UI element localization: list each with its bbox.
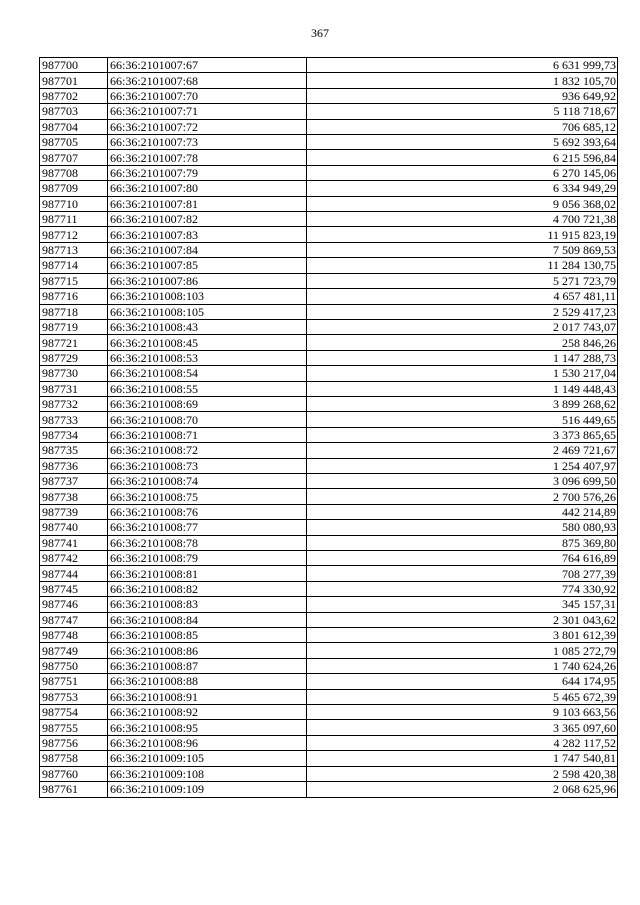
cadastral-value-cell: 5 692 393,64 [307, 135, 618, 150]
row-number-cell: 987758 [40, 751, 108, 766]
cadastral-value-cell: 1 747 540,81 [307, 751, 618, 766]
cadastral-value-cell: 6 215 596,84 [307, 150, 618, 165]
row-number-cell: 987705 [40, 135, 108, 150]
table-row [40, 581, 618, 596]
cadastral-value-cell: 2 469 721,67 [307, 443, 618, 458]
cadastral-number-cell: 66:36:2101008:72 [108, 443, 307, 458]
cadastral-value-cell: 7 509 869,53 [307, 242, 618, 257]
cadastral-value-cell: 6 334 949,29 [307, 181, 618, 196]
row-number-cell: 987755 [40, 720, 108, 735]
row-number-cell: 987708 [40, 165, 108, 180]
table-row [40, 427, 618, 442]
table-row [40, 366, 618, 381]
table-row [40, 597, 618, 612]
table-row [40, 628, 618, 643]
cadastral-number-cell: 66:36:2101008:53 [108, 350, 307, 365]
row-number-cell: 987738 [40, 489, 108, 504]
row-number-cell: 987737 [40, 473, 108, 488]
cadastral-number-cell: 66:36:2101008:76 [108, 504, 307, 519]
cadastral-value-cell: 3 899 268,62 [307, 396, 618, 411]
row-number-cell: 987713 [40, 242, 108, 257]
row-number-cell: 987710 [40, 196, 108, 211]
cadastral-value-cell: 3 096 699,50 [307, 473, 618, 488]
row-number-cell: 987701 [40, 73, 108, 88]
table-row [40, 88, 618, 103]
cadastral-number-cell: 66:36:2101007:79 [108, 165, 307, 180]
cadastral-number-cell: 66:36:2101008:55 [108, 381, 307, 396]
table-row [40, 520, 618, 535]
table-row [40, 273, 618, 288]
row-number-cell: 987744 [40, 566, 108, 581]
row-number-cell: 987751 [40, 674, 108, 689]
row-number-cell: 987742 [40, 551, 108, 566]
cadastral-number-cell: 66:36:2101007:72 [108, 119, 307, 134]
cadastral-value-cell: 764 616,89 [307, 551, 618, 566]
cadastral-number-cell: 66:36:2101007:83 [108, 227, 307, 242]
cadastral-number-cell: 66:36:2101007:78 [108, 150, 307, 165]
table-row [40, 658, 618, 673]
cadastral-number-cell: 66:36:2101008:87 [108, 658, 307, 673]
cadastral-value-cell: 5 118 718,67 [307, 104, 618, 119]
row-number-cell: 987700 [40, 58, 108, 73]
row-number-cell: 987702 [40, 88, 108, 103]
cadastral-value-cell: 9 103 663,56 [307, 705, 618, 720]
table-row [40, 335, 618, 350]
cadastral-value-cell: 1 530 217,04 [307, 366, 618, 381]
cadastral-number-cell: 66:36:2101007:70 [108, 88, 307, 103]
row-number-cell: 987715 [40, 273, 108, 288]
table-body [40, 58, 618, 798]
row-number-cell: 987721 [40, 335, 108, 350]
table-row [40, 458, 618, 473]
table-row [40, 150, 618, 165]
cadastral-number-cell: 66:36:2101007:71 [108, 104, 307, 119]
cadastral-number-cell: 66:36:2101008:88 [108, 674, 307, 689]
row-number-cell: 987760 [40, 766, 108, 781]
row-number-cell: 987712 [40, 227, 108, 242]
cadastral-number-cell: 66:36:2101008:70 [108, 412, 307, 427]
cadastral-value-cell: 5 271 723,79 [307, 273, 618, 288]
cadastral-number-cell: 66:36:2101007:67 [108, 58, 307, 73]
cadastral-value-cell: 5 465 672,39 [307, 689, 618, 704]
cadastral-value-cell: 2 068 625,96 [307, 782, 618, 797]
cadastral-value-cell: 936 649,92 [307, 88, 618, 103]
cadastral-value-cell: 258 846,26 [307, 335, 618, 350]
cadastral-number-cell: 66:36:2101007:86 [108, 273, 307, 288]
table-row [40, 242, 618, 257]
table-row [40, 350, 618, 365]
cadastral-number-cell: 66:36:2101008:85 [108, 628, 307, 643]
cadastral-number-cell: 66:36:2101007:84 [108, 242, 307, 257]
table-row [40, 412, 618, 427]
cadastral-value-cell: 1 149 448,43 [307, 381, 618, 396]
cadastral-value-cell: 2 700 576,26 [307, 489, 618, 504]
cadastral-number-cell: 66:36:2101008:79 [108, 551, 307, 566]
cadastral-number-cell: 66:36:2101007:82 [108, 212, 307, 227]
cadastral-number-cell: 66:36:2101009:108 [108, 766, 307, 781]
page-number: 367 [311, 26, 329, 40]
cadastral-number-cell: 66:36:2101007:73 [108, 135, 307, 150]
cadastral-value-cell: 11 284 130,75 [307, 258, 618, 273]
cadastral-value-cell: 1 254 407,97 [307, 458, 618, 473]
table-row [40, 396, 618, 411]
cadastral-number-cell: 66:36:2101007:80 [108, 181, 307, 196]
row-number-cell: 987748 [40, 628, 108, 643]
cadastral-number-cell: 66:36:2101007:81 [108, 196, 307, 211]
table-row [40, 381, 618, 396]
cadastral-value-cell: 1 740 624,26 [307, 658, 618, 673]
row-number-cell: 987749 [40, 643, 108, 658]
row-number-cell: 987746 [40, 597, 108, 612]
cadastral-number-cell: 66:36:2101007:85 [108, 258, 307, 273]
cadastral-value-cell: 345 157,31 [307, 597, 618, 612]
cadastral-value-cell: 2 301 043,62 [307, 612, 618, 627]
table-row [40, 104, 618, 119]
cadastral-number-cell: 66:36:2101008:78 [108, 535, 307, 550]
table-row [40, 212, 618, 227]
row-number-cell: 987719 [40, 319, 108, 334]
row-number-cell: 987750 [40, 658, 108, 673]
cadastral-number-cell: 66:36:2101008:86 [108, 643, 307, 658]
row-number-cell: 987716 [40, 289, 108, 304]
cadastral-number-cell: 66:36:2101008:77 [108, 520, 307, 535]
cadastral-number-cell: 66:36:2101008:82 [108, 581, 307, 596]
row-number-cell: 987735 [40, 443, 108, 458]
table-row [40, 689, 618, 704]
table-row [40, 73, 618, 88]
cadastral-value-cell: 4 700 721,38 [307, 212, 618, 227]
table-row [40, 551, 618, 566]
table-row [40, 443, 618, 458]
cadastral-value-cell: 644 174,95 [307, 674, 618, 689]
cadastral-value-cell: 3 365 097,60 [307, 720, 618, 735]
cadastral-number-cell: 66:36:2101008:71 [108, 427, 307, 442]
row-number-cell: 987718 [40, 304, 108, 319]
cadastral-number-cell: 66:36:2101007:68 [108, 73, 307, 88]
row-number-cell: 987754 [40, 705, 108, 720]
row-number-cell: 987703 [40, 104, 108, 119]
cadastral-number-cell: 66:36:2101008:92 [108, 705, 307, 720]
row-number-cell: 987714 [40, 258, 108, 273]
cadastral-value-cell: 3 801 612,39 [307, 628, 618, 643]
cadastral-value-cell: 4 657 481,11 [307, 289, 618, 304]
cadastral-value-cell: 875 369,80 [307, 535, 618, 550]
table-row [40, 258, 618, 273]
cadastral-value-cell: 1 832 105,70 [307, 73, 618, 88]
cadastral-value-cell: 2 017 743,07 [307, 319, 618, 334]
row-number-cell: 987711 [40, 212, 108, 227]
table-row [40, 304, 618, 319]
cadastral-number-cell: 66:36:2101008:83 [108, 597, 307, 612]
cadastral-number-cell: 66:36:2101008:69 [108, 396, 307, 411]
table-row [40, 227, 618, 242]
table-row [40, 196, 618, 211]
cadastral-number-cell: 66:36:2101008:54 [108, 366, 307, 381]
row-number-cell: 987730 [40, 366, 108, 381]
row-number-cell: 987731 [40, 381, 108, 396]
table-row [40, 58, 618, 73]
row-number-cell: 987704 [40, 119, 108, 134]
table-row [40, 119, 618, 134]
row-number-cell: 987761 [40, 782, 108, 797]
cadastral-number-cell: 66:36:2101008:74 [108, 473, 307, 488]
cadastral-value-cell: 3 373 865,65 [307, 427, 618, 442]
cadastral-number-cell: 66:36:2101008:81 [108, 566, 307, 581]
cadastral-number-cell: 66:36:2101008:103 [108, 289, 307, 304]
row-number-cell: 987745 [40, 581, 108, 596]
cadastral-value-cell: 6 631 999,73 [307, 58, 618, 73]
table-row [40, 674, 618, 689]
cadastral-value-table [39, 57, 618, 798]
row-number-cell: 987729 [40, 350, 108, 365]
cadastral-number-cell: 66:36:2101009:109 [108, 782, 307, 797]
row-number-cell: 987732 [40, 396, 108, 411]
cadastral-value-cell: 9 056 368,02 [307, 196, 618, 211]
cadastral-number-cell: 66:36:2101008:95 [108, 720, 307, 735]
table-row [40, 319, 618, 334]
row-number-cell: 987736 [40, 458, 108, 473]
table-row [40, 489, 618, 504]
row-number-cell: 987747 [40, 612, 108, 627]
row-number-cell: 987741 [40, 535, 108, 550]
table-row [40, 720, 618, 735]
cadastral-value-cell: 442 214,89 [307, 504, 618, 519]
row-number-cell: 987756 [40, 735, 108, 750]
row-number-cell: 987739 [40, 504, 108, 519]
cadastral-value-cell: 580 080,93 [307, 520, 618, 535]
table-row [40, 181, 618, 196]
table-row [40, 612, 618, 627]
cadastral-number-cell: 66:36:2101008:84 [108, 612, 307, 627]
cadastral-value-cell: 6 270 145,06 [307, 165, 618, 180]
cadastral-value-cell: 2 529 417,23 [307, 304, 618, 319]
cadastral-number-cell: 66:36:2101008:43 [108, 319, 307, 334]
table-row [40, 643, 618, 658]
cadastral-value-cell: 774 330,92 [307, 581, 618, 596]
table-row [40, 751, 618, 766]
table-row [40, 135, 618, 150]
row-number-cell: 987733 [40, 412, 108, 427]
table-row [40, 535, 618, 550]
cadastral-number-cell: 66:36:2101008:91 [108, 689, 307, 704]
cadastral-value-cell: 708 277,39 [307, 566, 618, 581]
table-row [40, 504, 618, 519]
cadastral-number-cell: 66:36:2101008:96 [108, 735, 307, 750]
cadastral-number-cell: 66:36:2101008:73 [108, 458, 307, 473]
table-row [40, 473, 618, 488]
cadastral-value-cell: 516 449,65 [307, 412, 618, 427]
cadastral-value-cell: 1 085 272,79 [307, 643, 618, 658]
table-row [40, 165, 618, 180]
table-row [40, 766, 618, 781]
row-number-cell: 987734 [40, 427, 108, 442]
table-row [40, 289, 618, 304]
row-number-cell: 987740 [40, 520, 108, 535]
cadastral-value-cell: 2 598 420,38 [307, 766, 618, 781]
cadastral-number-cell: 66:36:2101009:105 [108, 751, 307, 766]
cadastral-number-cell: 66:36:2101008:45 [108, 335, 307, 350]
table-row [40, 735, 618, 750]
cadastral-value-cell: 1 147 288,73 [307, 350, 618, 365]
row-number-cell: 987707 [40, 150, 108, 165]
cadastral-number-cell: 66:36:2101008:105 [108, 304, 307, 319]
row-number-cell: 987753 [40, 689, 108, 704]
table-row [40, 782, 618, 797]
cadastral-value-cell: 706 685,12 [307, 119, 618, 134]
cadastral-number-cell: 66:36:2101008:75 [108, 489, 307, 504]
cadastral-value-cell: 4 282 117,52 [307, 735, 618, 750]
table-row [40, 705, 618, 720]
table-row [40, 566, 618, 581]
cadastral-value-cell: 11 915 823,19 [307, 227, 618, 242]
row-number-cell: 987709 [40, 181, 108, 196]
